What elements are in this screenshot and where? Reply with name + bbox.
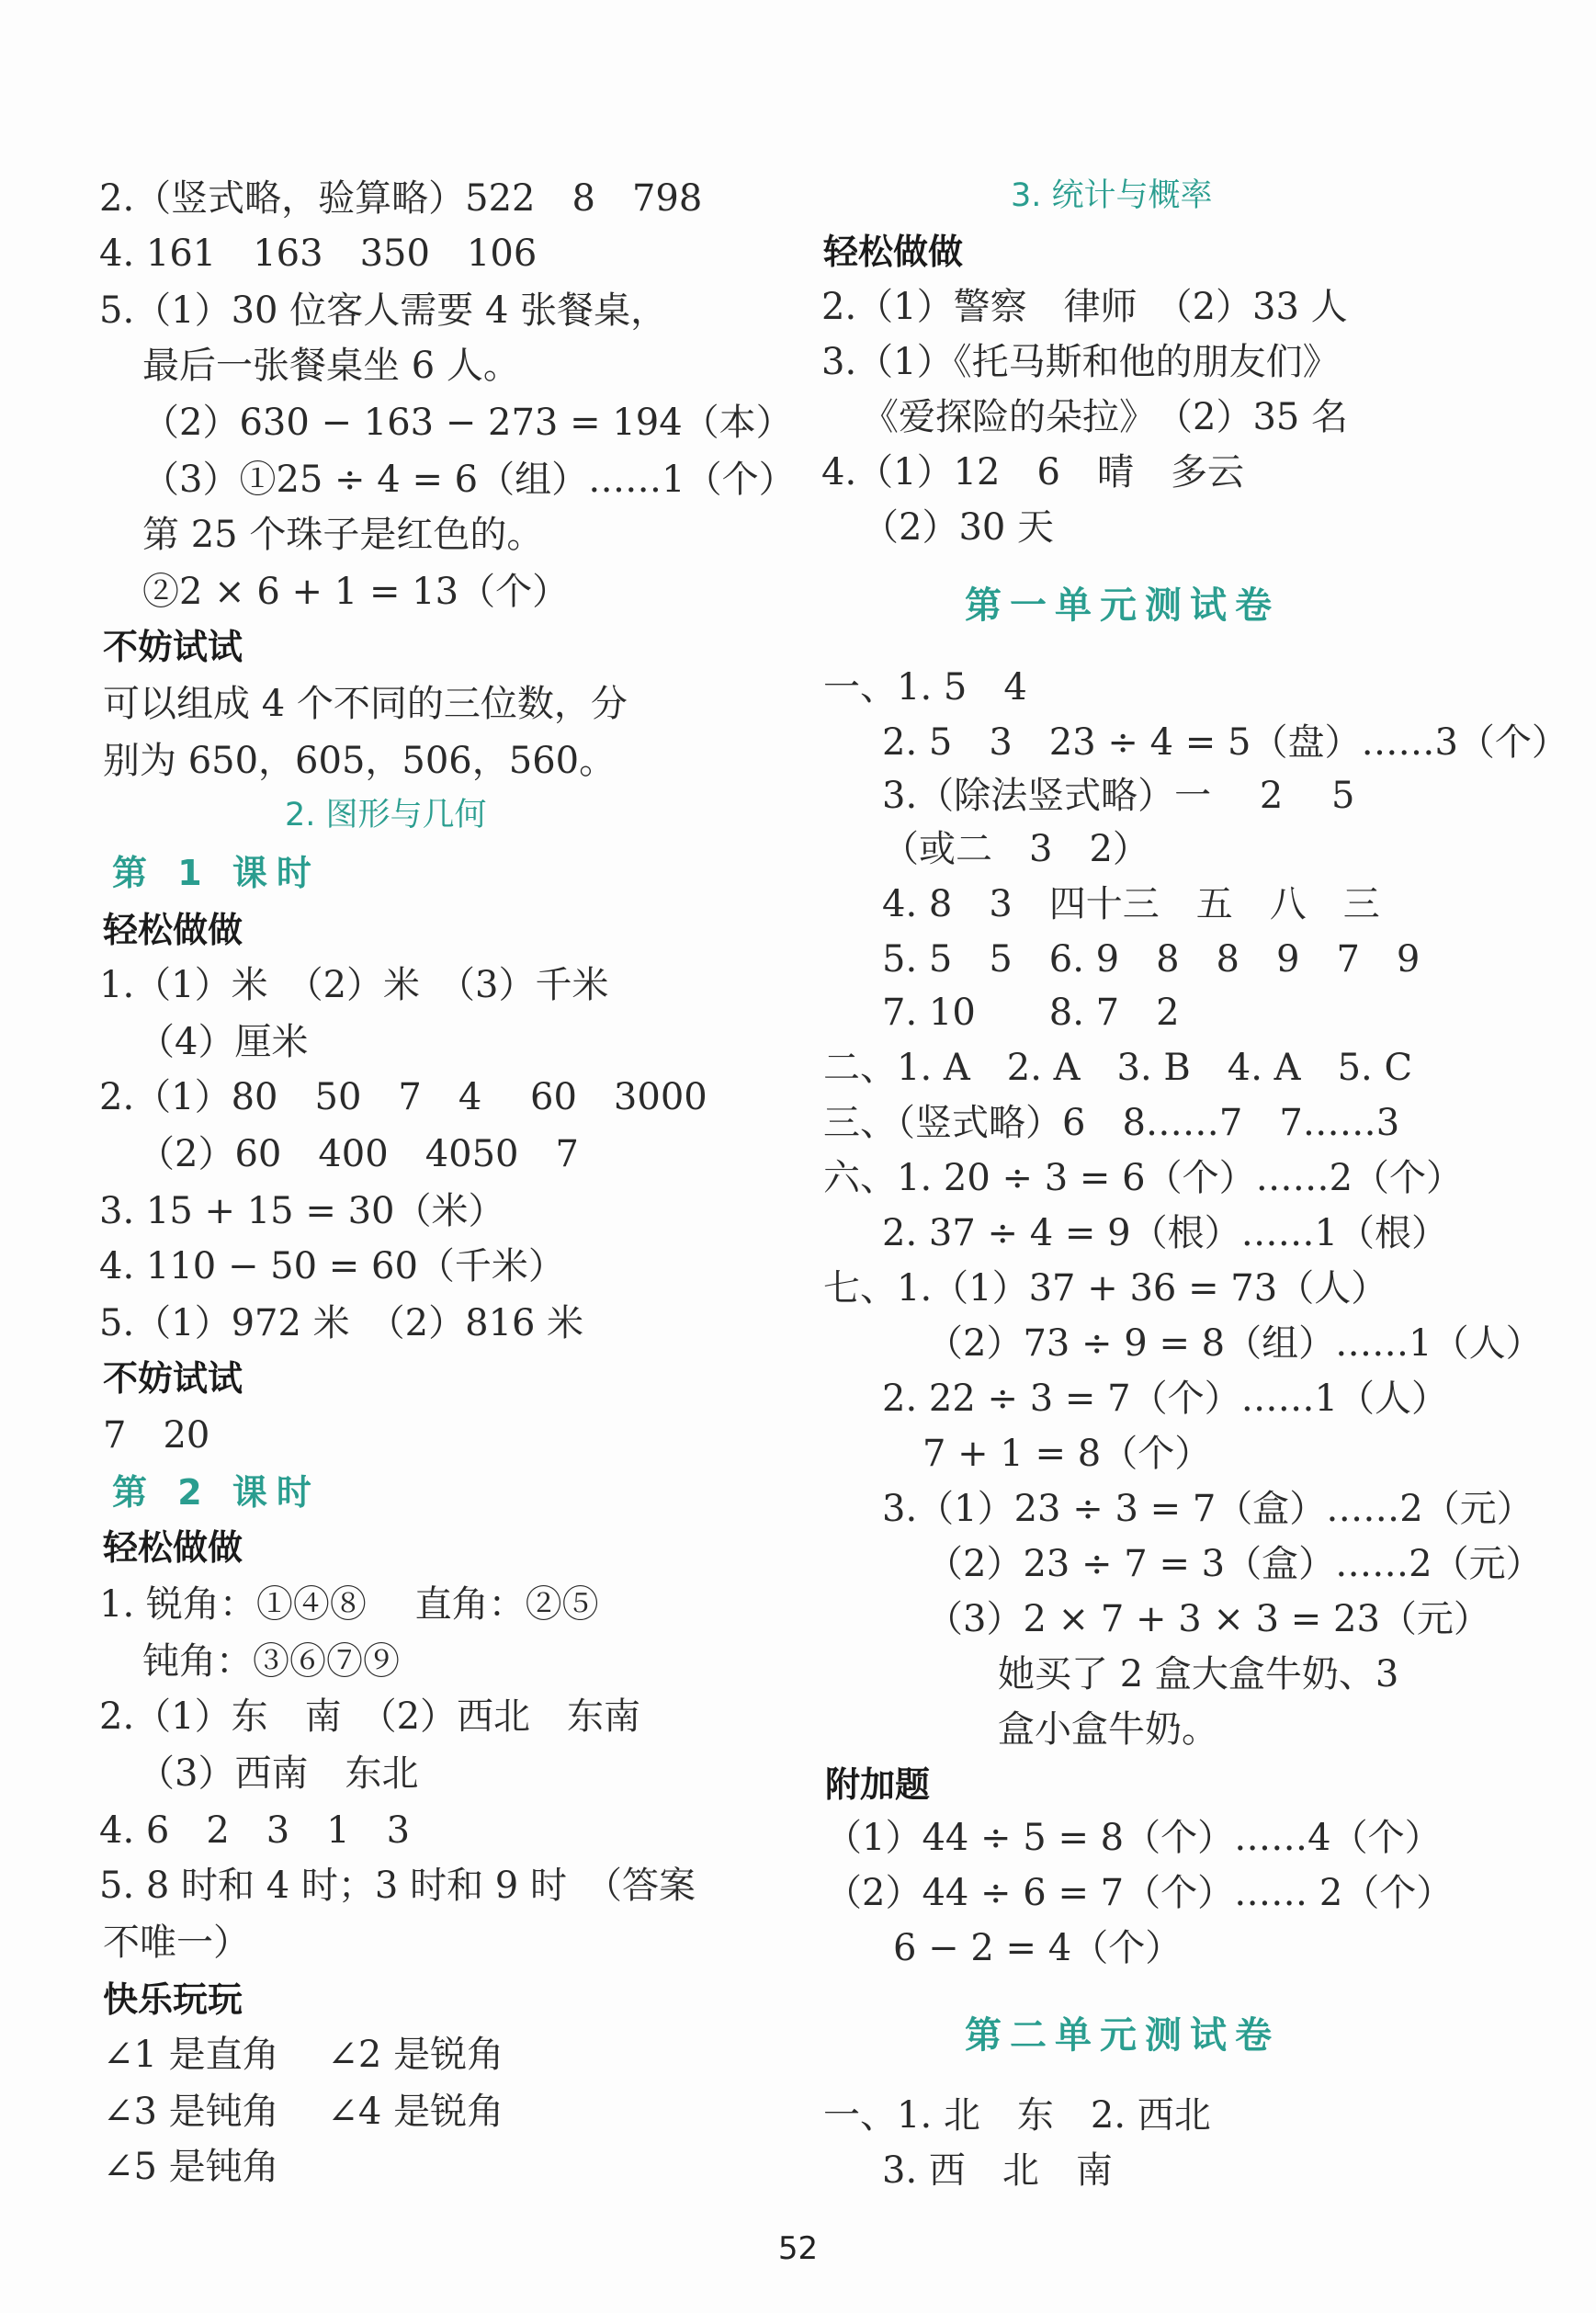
heading-practice: 轻松做做 — [823, 232, 964, 272]
page-number: 52 — [777, 2230, 819, 2267]
answer-line: （2）44 ÷ 6 = 7（个）…… 2（个） — [825, 1872, 1454, 1914]
answer-line: 第 25 个珠子是红色的。 — [142, 514, 544, 556]
heading-play: 快乐玩玩 — [103, 1979, 243, 2020]
answer-line: 一、1. 北 东 2. 西北 — [823, 2094, 1211, 2137]
answer-line: 5. 5 5 6. 9 8 8 9 7 9 — [882, 938, 1421, 981]
answer-line: 7 20 — [103, 1414, 210, 1457]
answer-line: 3. 西 北 南 — [882, 2149, 1113, 2192]
answer-line: 4. 161 163 350 106 — [99, 232, 538, 275]
section-title: 3. 统计与概率 — [1011, 177, 1213, 214]
answer-line: 2.（1）警察 律师 （2）33 人 — [821, 286, 1348, 328]
answer-line: 4. 8 3 四十三 五 八 三 — [882, 883, 1380, 925]
answer-line: 7. 10 8. 7 2 — [882, 992, 1180, 1034]
answer-line: 1. 锐角：①④⑧ 直角：②⑤ — [99, 1583, 599, 1626]
answer-line: （2）23 ÷ 7 = 3（盒）……2（元） — [926, 1543, 1543, 1585]
answer-line: （2）30 天 — [862, 506, 1055, 549]
answer-line: 七、1.（1）37 + 36 = 73（人） — [823, 1267, 1388, 1310]
answer-line: （3）2 × 7 + 3 × 3 = 23（元） — [926, 1598, 1490, 1640]
answer-line: 4. 6 2 3 1 3 — [99, 1809, 411, 1852]
answer-line: 《爱探险的朵拉》 （2）35 名 — [862, 396, 1349, 438]
answer-line: （3）①25 ÷ 4 = 6（组）……1（个） — [142, 459, 796, 501]
exam-title: 第二单元测试卷 — [965, 2014, 1280, 2057]
answer-line: （3）西南 东北 — [138, 1752, 419, 1795]
answer-line: 不唯一） — [103, 1922, 250, 1964]
answer-line: 1.（1）米 （2）米 （3）千米 — [99, 964, 609, 1006]
answer-line: 2.（1）80 50 7 4 60 3000 — [99, 1076, 707, 1118]
answer-line: 她买了 2 盒大盒牛奶、3 — [998, 1653, 1399, 1695]
answer-line: （1）44 ÷ 5 = 8（个）……4（个） — [825, 1817, 1442, 1859]
answer-line: 2. 22 ÷ 3 = 7（个）……1（人） — [882, 1378, 1449, 1420]
answer-line: ∠5 是钝角 — [103, 2146, 279, 2188]
answer-line: 2. 5 3 23 ÷ 4 = 5（盘）……3（个） — [882, 721, 1568, 764]
answer-line: ②2 × 6 + 1 = 13（个） — [142, 571, 570, 613]
answer-line: ∠1 是直角 ∠2 是锐角 — [103, 2034, 504, 2076]
answer-line: 3.（1）《托马斯和他的朋友们》 — [821, 341, 1340, 383]
answer-line: 6 − 2 = 4（个） — [893, 1927, 1183, 1969]
answer-line: 7 + 1 = 8（个） — [923, 1433, 1212, 1475]
lesson-title: 第 1 课时 — [112, 853, 321, 893]
answer-line: 一、1. 5 4 — [823, 666, 1027, 709]
answer-line: 3.（1）23 ÷ 3 = 7（盒）……2（元） — [882, 1488, 1534, 1530]
answer-line: 钝角：③⑥⑦⑨ — [142, 1640, 400, 1683]
answer-line: （2）73 ÷ 9 = 8（组）……1（人） — [926, 1322, 1543, 1365]
answer-line: 5.（1）30 位客人需要 4 张餐桌， — [99, 289, 668, 332]
answer-line: 可以组成 4 个不同的三位数，分 — [103, 683, 628, 725]
answer-line: 二、1. A 2. A 3. B 4. A 5. C — [823, 1047, 1413, 1089]
heading-try-it: 不妨试试 — [103, 627, 243, 667]
answer-line: （或二 3 2） — [882, 828, 1149, 870]
answer-line: 六、1. 20 ÷ 3 = 6（个）……2（个） — [823, 1157, 1464, 1199]
answer-line: 盒小盒牛奶。 — [998, 1708, 1218, 1751]
answer-line: 5.（1）972 米 （2）816 米 — [99, 1302, 584, 1344]
exam-title: 第一单元测试卷 — [965, 584, 1280, 627]
heading-try-it: 不妨试试 — [103, 1358, 243, 1399]
section-title: 2. 图形与几何 — [285, 797, 487, 833]
answer-line: 5. 8 时和 4 时；3 时和 9 时 （答案 — [99, 1865, 696, 1907]
answer-line: （4）厘米 — [138, 1021, 309, 1063]
answer-line: （2）60 400 4050 7 — [138, 1133, 579, 1175]
heading-practice: 轻松做做 — [103, 910, 243, 950]
answer-line: 4. 110 − 50 = 60（千米） — [99, 1245, 565, 1287]
answer-line: 三、（竖式略）6 8……7 7……3 — [823, 1102, 1400, 1144]
answer-line: 别为 650，605，506，560。 — [103, 740, 617, 782]
heading-bonus: 附加题 — [825, 1764, 931, 1805]
answer-line: ∠3 是钝角 ∠4 是锐角 — [103, 2091, 504, 2133]
answer-line: （2）630 − 163 − 273 = 194（本） — [142, 402, 793, 444]
heading-practice: 轻松做做 — [103, 1527, 243, 1568]
lesson-title: 第 2 课时 — [112, 1472, 321, 1513]
answer-line: 2. 37 ÷ 4 = 9（根）……1（根） — [882, 1212, 1449, 1254]
answer-line: 4.（1）12 6 晴 多云 — [821, 451, 1244, 493]
answer-line: 3.（除法竖式略）一 2 5 — [882, 775, 1355, 817]
answer-line: 3. 15 + 15 = 30（米） — [99, 1190, 505, 1232]
answer-line: 2.（1）东 南 （2）西北 东南 — [99, 1695, 641, 1738]
answer-line: 最后一张餐桌坐 6 人。 — [142, 345, 520, 387]
answer-line: 2.（竖式略，验算略）522 8 798 — [99, 177, 703, 220]
